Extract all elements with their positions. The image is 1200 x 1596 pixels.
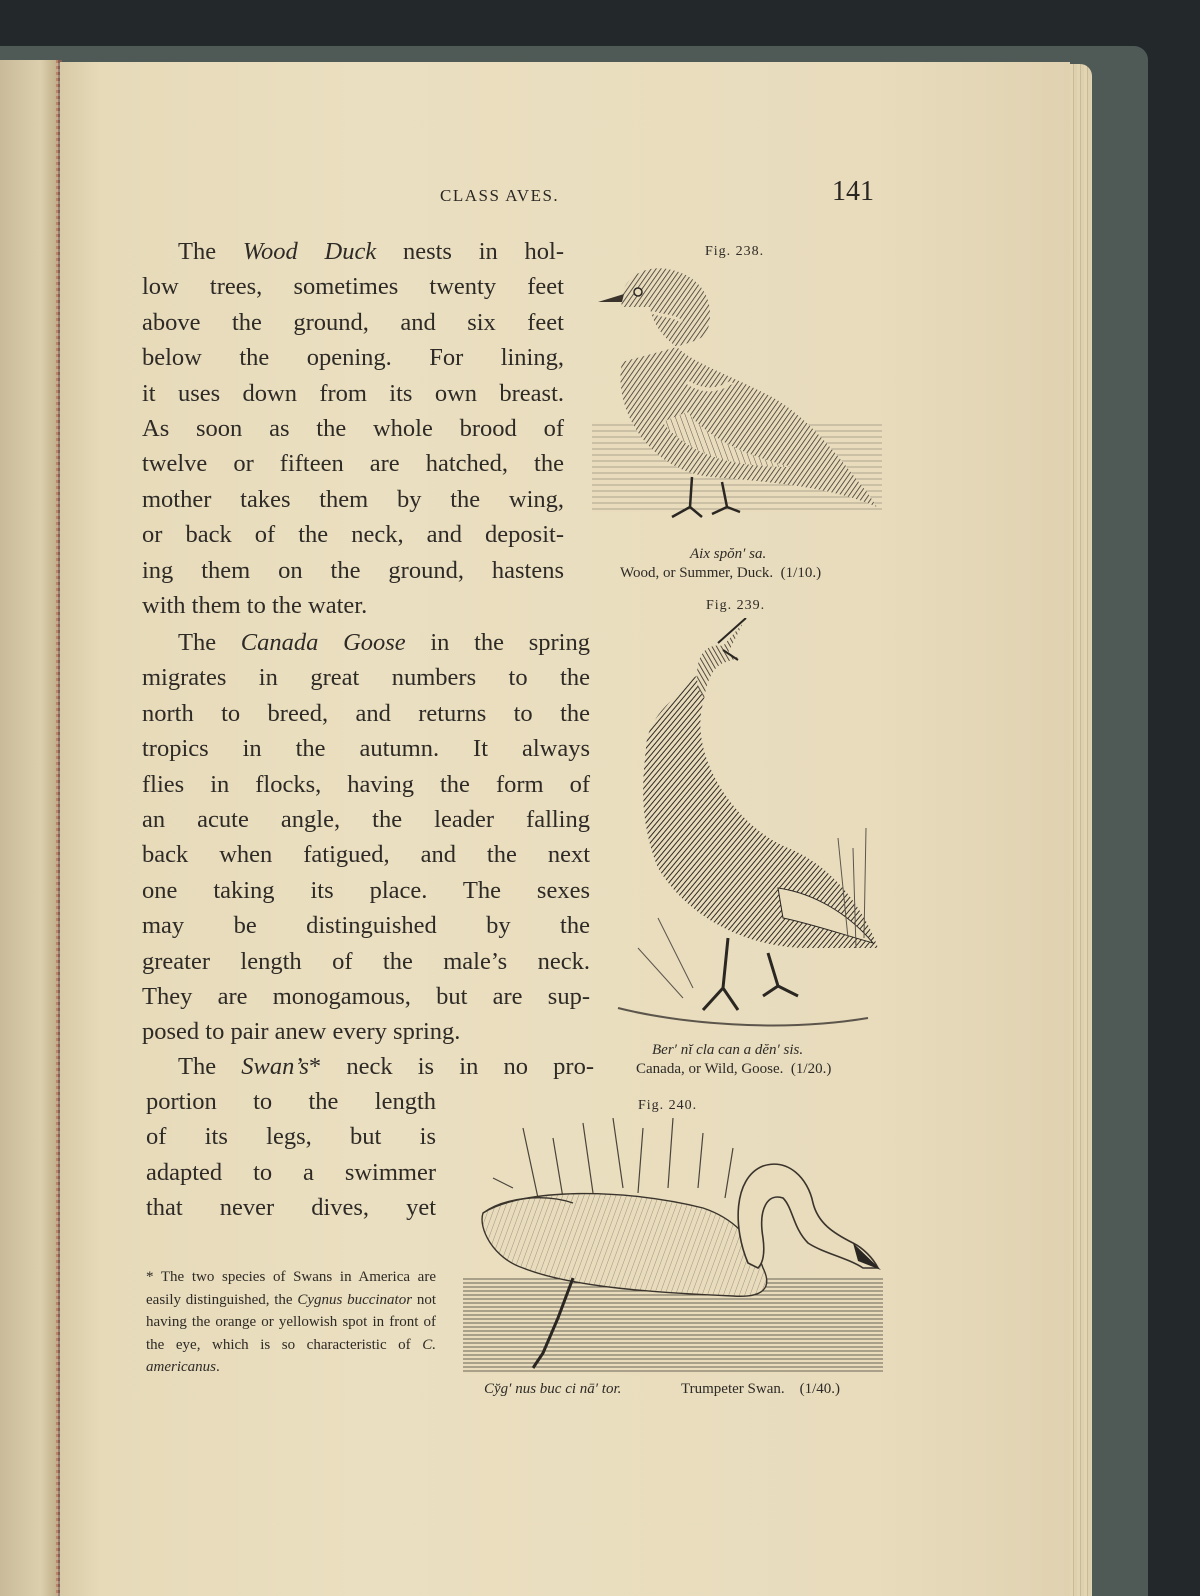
figure-common-name: Canada, or Wild, Goose. (1/20.): [636, 1061, 832, 1077]
figure-scientific-name: Aix spŏn′ sa.: [690, 546, 767, 562]
text-line: above the ground, and six feet: [142, 308, 564, 336]
text-line: posed to pair anew every spring.: [142, 1018, 461, 1046]
figure-scientific-name: Ber′ nĭ cla can a dĕn′ sis.: [652, 1042, 804, 1058]
figure-scale: (1/40.): [799, 1381, 841, 1397]
paragraph-wood-duck: [142, 234, 564, 623]
text-line: with them to the water.: [142, 592, 368, 620]
figure-label: Fig. 239.: [706, 598, 766, 613]
paragraph-swan-first-line: [142, 1049, 594, 1084]
figure-scientific-name: Cy̆g′ nus buc ci nā′ tor.: [484, 1381, 622, 1397]
figure-label: Fig. 240.: [638, 1098, 698, 1113]
text-line: of its legs, but is: [146, 1123, 436, 1151]
footnote-species: Cygnus buccinator: [297, 1291, 413, 1308]
canada-goose-illustration: [598, 618, 882, 1042]
text-line: it uses down from its own breast.: [142, 379, 564, 407]
page-number: 141: [832, 176, 874, 207]
paragraph-swan: [146, 1084, 436, 1226]
text-line: portion to the length: [146, 1088, 436, 1115]
text-line: one taking its place. The sexes: [142, 876, 590, 904]
text-line: may be distinguished by the: [142, 912, 590, 940]
footnote: * The two species of Swans in America are easily distinguished, the Cygnus buccinator not having the orange or yellowish spot in front of the eye, which is so characteristic of C. americanus.: [146, 1269, 436, 1376]
text-line: or back of the neck, and deposit-: [142, 521, 564, 549]
text-line: The Wood Duck nests in hol-: [178, 238, 564, 265]
figure-scale: (1/20.): [790, 1061, 832, 1077]
text-line: low trees, sometimes twenty feet: [142, 273, 564, 301]
text-line: They are monogamous, but are sup-: [142, 983, 590, 1011]
species-name: Swan’s: [241, 1053, 309, 1080]
text-line: The Swan’s* neck is in no pro-: [178, 1053, 594, 1080]
paragraph-canada-goose: [142, 625, 590, 1050]
text-line: back when fatigued, and the next: [142, 841, 590, 869]
text-line: twelve or fifteen are hatched, the: [142, 450, 564, 478]
text-line: mother takes them by the wing,: [142, 485, 564, 513]
species-name: Canada Goose: [240, 629, 406, 656]
text-line: flies in flocks, having the form of: [142, 770, 590, 798]
footnote-species: C. americanus: [146, 1336, 436, 1376]
text-line: The Canada Goose in the spring: [178, 629, 590, 656]
running-title: CLASS AVES.: [440, 186, 560, 205]
text-line: north to breed, and returns to the: [142, 699, 590, 727]
text-line: below the opening. For lining,: [142, 344, 564, 372]
trumpeter-swan-illustration: [463, 1118, 883, 1376]
figure-scale: (1/10.): [780, 565, 822, 581]
wood-duck-illustration: [592, 262, 882, 540]
text-line: greater length of the male’s neck.: [142, 947, 590, 975]
text-line: an acute angle, the leader falling: [142, 806, 590, 834]
text-line: ing them on the ground, hastens: [142, 556, 564, 584]
text-line: adapted to a swimmer: [146, 1158, 436, 1186]
figure-common-name: Wood, or Summer, Duck. (1/10.): [620, 565, 822, 581]
text-line: that never dives, yet: [146, 1194, 436, 1222]
figure-label: Fig. 238.: [705, 244, 765, 259]
text-line: migrates in great numbers to the: [142, 664, 590, 692]
text-line: tropics in the autumn. It always: [142, 735, 590, 763]
species-name: Wood Duck: [242, 238, 377, 265]
facing-page-edge: [0, 60, 58, 1596]
text-line: As soon as the whole brood of: [142, 415, 564, 443]
figure-common-name: Trumpeter Swan. (1/40.): [681, 1381, 841, 1397]
